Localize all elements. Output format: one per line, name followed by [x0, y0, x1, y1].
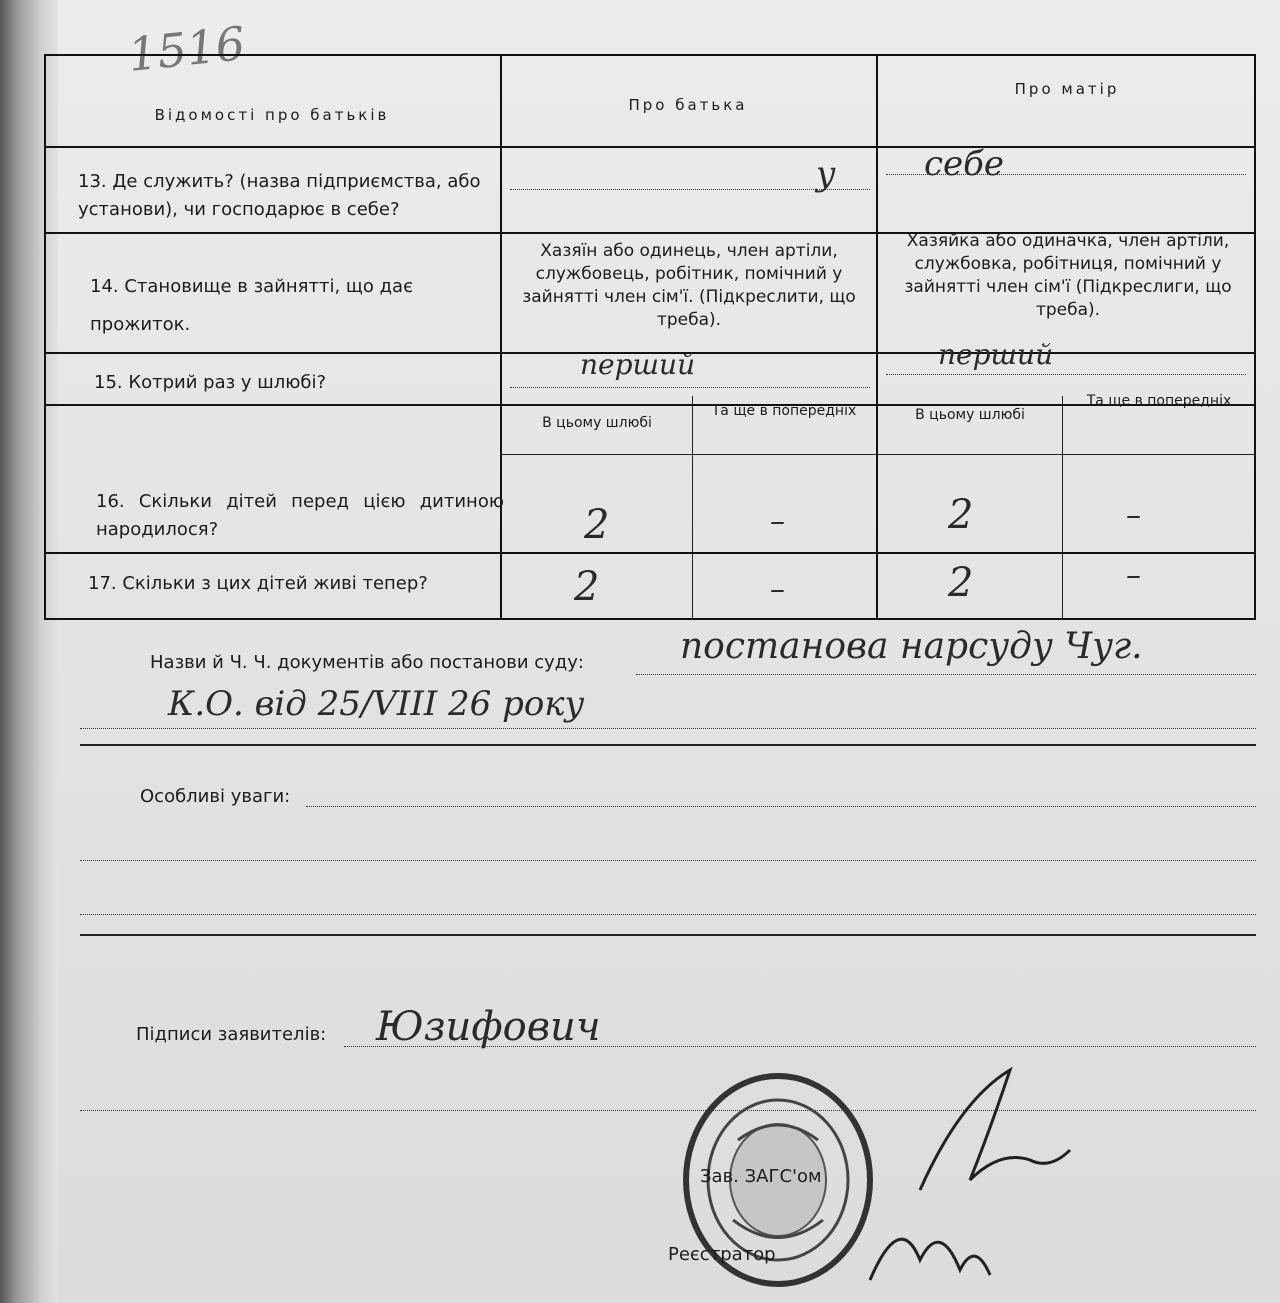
remarks-label: Особливі уваги: — [140, 786, 291, 807]
q17-label: 17. Скільки з цих дітей живі тепер? — [88, 573, 428, 594]
registrar-signature — [860, 1200, 1000, 1300]
q16-father-this: 2 — [584, 502, 610, 548]
q17-mother-this: 2 — [948, 560, 974, 606]
q13-label: 13. Де служить? (назва підприємства, або установи), чи господарює в себе? — [78, 171, 481, 220]
documents-value-line1: постанова нарсуду Чуг. — [680, 626, 1143, 667]
head-signature — [900, 1060, 1100, 1200]
subheader-father-prev: Та ще в попередніх — [711, 403, 857, 419]
q15-father-value: перший — [580, 348, 696, 381]
q17-father-prev: – — [770, 572, 785, 607]
q16-mother-prev: – — [1126, 498, 1141, 533]
signatures-label: Підписи заявителів: — [136, 1024, 327, 1045]
documents-value-line2: К.О. від 25/VIII 26 року — [168, 684, 585, 724]
q16-label: 16. Скільки дітей перед цією дитиною народилося? — [96, 491, 504, 540]
signature-applicant: Юзифович — [376, 1004, 601, 1050]
registrar-label: Реєстратор — [668, 1244, 776, 1265]
q14-label: 14. Становище в зайнятті, що дає прожиток. — [90, 276, 413, 335]
head-zags-label: Зав. ЗАГС'ом — [700, 1166, 822, 1187]
q14-father-options: Хазяїн або одинець, член артіли, службовець, робітник, помічний у зайнятті член сім'ї. (Підкреслити, що треба). — [522, 241, 856, 330]
subheader-mother-this: В цьому шлюбі — [915, 407, 1025, 423]
q16-father-prev: – — [770, 504, 785, 539]
q13-father-value: у — [816, 154, 836, 194]
header-mother: Про матір — [1014, 80, 1120, 98]
q14-mother-options: Хазяйка або одиначка, член артіли, службовка, робітниця, помічний у зайнятті член сім'ї (Підкреслиги, що треба). — [904, 231, 1232, 320]
subheader-father-this: В цьому шлюбі — [542, 415, 652, 431]
archive-number: 1516 — [125, 16, 248, 82]
documents-label: Назви й Ч. Ч. документів або постанови суду: — [150, 652, 584, 673]
parents-info-table — [44, 54, 1256, 620]
header-father: Про батька — [628, 96, 748, 114]
q16-mother-this: 2 — [948, 492, 974, 538]
subheader-mother-prev: Та ще в попередніх — [1086, 393, 1232, 409]
header-info: Відомості про батьків — [154, 106, 390, 124]
q15-label: 15. Котрий раз у шлюбі? — [94, 372, 327, 393]
q15-mother-value: перший — [938, 338, 1054, 371]
q17-father-this: 2 — [574, 564, 600, 610]
q17-mother-prev: – — [1126, 558, 1141, 593]
q13-mother-value: себе — [924, 144, 1005, 184]
